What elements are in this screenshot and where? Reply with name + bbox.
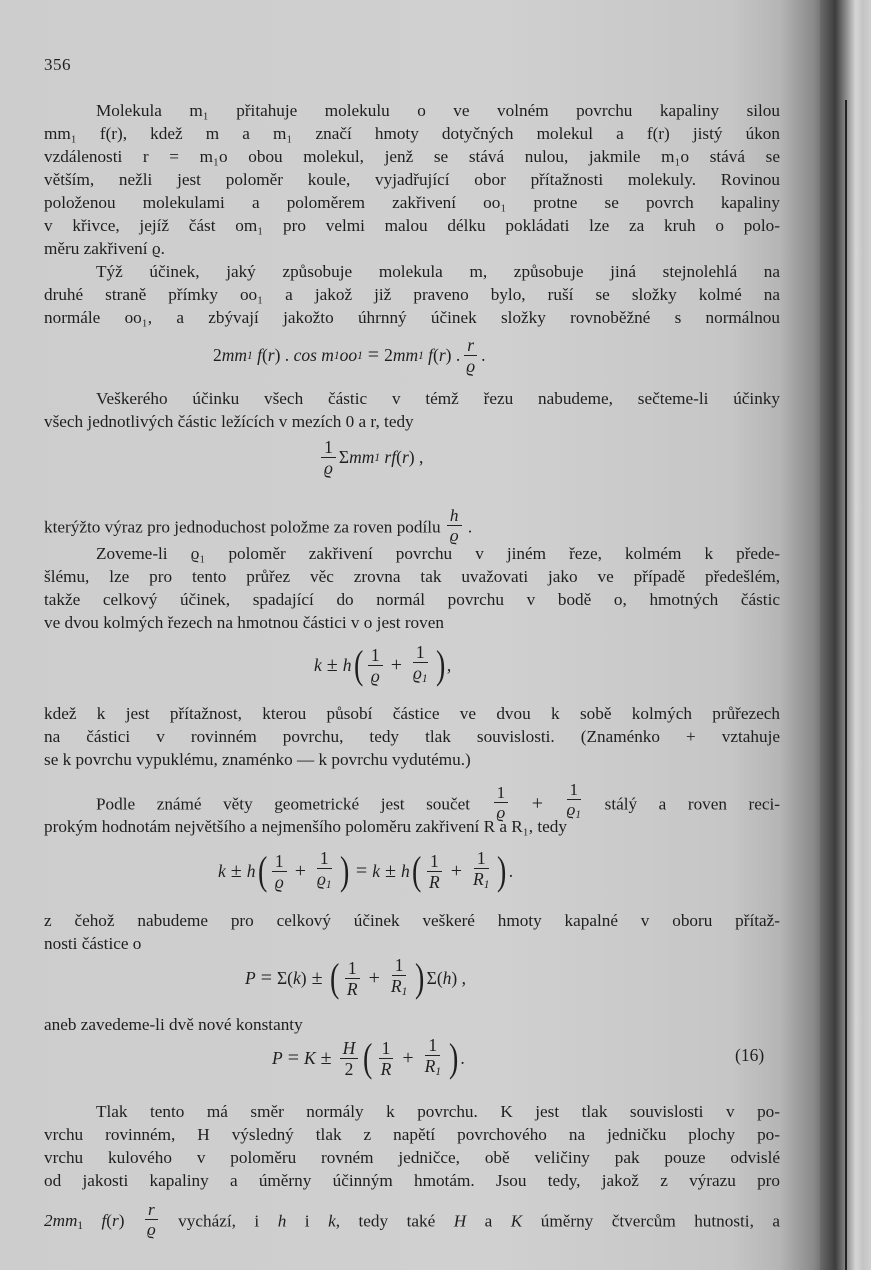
- text-line: vrchu kulového v poloměru rovném jedničce, obě veličiny pak pouze odvislé: [44, 1148, 780, 1167]
- paragraph-7-line-1: Podle známé věty geometrické jest součet $\frac{1}{ϱ}$ + $\frac{1}{ϱ_1}$ stálý a roven reci-: [96, 780, 781, 822]
- text-line: nosti částice o: [44, 934, 142, 953]
- fraction-h-over-rho: $\frac{h}{ϱ}$: [447, 506, 462, 545]
- text-line: normále oo₁, a zbývají jakožto úhrnný účinek složky rovnoběžné s normálnou: [44, 308, 780, 327]
- text-line: ve dvou kolmých řezech na hmotnou částici v o jest roven: [44, 613, 444, 632]
- text-line: Veškerého účinku všech částic v témž řezu nabudeme, sečteme-li účinky: [96, 389, 780, 408]
- text-line: Týž účinek, jaký způsobuje molekula m, způsobuje jiná stejnolehlá na: [96, 262, 780, 281]
- text-line: položenou molekulami a poloměrem zakřivení oo₁ protne se povrch kapaliny: [44, 193, 780, 212]
- equation-1: 2 mm 1 f ( r ) . cos m 1 oo 1 = 2 mm 1 f ( r ) . $\frac{r}{ϱ}$ .: [213, 335, 486, 376]
- equation-number: (16): [735, 1045, 765, 1065]
- equation-2: $\frac{1}{ϱ}$ Σ mm 1 rf ( r ) ,: [318, 437, 423, 478]
- text-line: Molekula m₁ přitahuje molekulu o ve volném povrchu kapaliny silou: [96, 101, 780, 120]
- equation-3: k ± h ( $\frac{1}{ϱ}$ + $\frac{1}{ϱ_1}$ ) ,: [314, 642, 452, 688]
- text-line: Tlak tento má směr normály k povrchu. K jest tlak souvislosti v po-: [96, 1102, 780, 1121]
- text-line: se k povrchu vypuklému, znaménko — k povrchu vydutému.): [44, 750, 471, 769]
- paragraph-10-last-line: $2mm_1$ f(r) $\frac{r}{ϱ}$ vychází, i h i k, tedy také H a K úměrny čtvercům hutnosti, a: [44, 1200, 781, 1239]
- equation-6: P = K ± $\frac{H}{2}$ ( $\frac{1}{R}$ + $\frac{1}{R_1}$ ) .: [272, 1035, 465, 1081]
- text-line: vzdálenosti r = m₁o obou molekul, jenž se stává nulou, jakmile m₁o stává se: [44, 147, 780, 166]
- text-line: mm₁ f(r), kdež m a m₁ značí hmoty dotyčných molekul a f(r) jistý úkon: [44, 124, 780, 143]
- text-line: vrchu rovinném, H výsledný tlak z napětí povrchového na jedničku plochy po-: [44, 1125, 780, 1144]
- text-line: v křivce, jejíž část om₁ pro velmi malou délku pokládati lze za kruh o polo-: [44, 216, 780, 235]
- equation-5: P = Σ ( k ) ± ( $\frac{1}{R}$ + $\frac{1}{R_1}$ ) Σ ( h ) ,: [245, 955, 466, 1001]
- page-number: 356: [44, 55, 71, 74]
- paragraph-4: kterýžto výraz pro jednoduchost položme za roven podílu $\frac{h}{ϱ}$ .: [44, 506, 473, 545]
- text-line: kterýžto výraz pro jednoduchost položme za roven podílu: [44, 517, 441, 537]
- text-line: od jakosti kapaliny a úměrny účinným hmotám. Jsou tedy, jakož z výrazu pro: [44, 1171, 780, 1190]
- text-line: na částici v rovinném povrchu, tedy tlak souvislosti. (Znaménko + vztahuje: [44, 727, 780, 746]
- text-line: všech jednotlivých částic ležících v mezích 0 a r, tedy: [44, 412, 414, 431]
- text-line: větším, nežli jest poloměr koule, vyjadřující obor přítažnosti molekuly. Rovinou: [44, 170, 780, 189]
- text-line: druhé straně přímky oo₁ a jakož již praveno bylo, ruší se složky kolmé na: [44, 285, 780, 304]
- text-line: kdež k jest přítažnost, kterou působí částice ve dvou k sobě kolmých průřezech: [44, 704, 780, 723]
- text-line: měru zakřivení ϱ.: [44, 239, 165, 258]
- text-line: z čehož nabudeme pro celkový účinek veškeré hmoty kapalné v oboru přítaž-: [44, 911, 780, 930]
- text-line: Zoveme-li ϱ₁ poloměr zakřivení povrchu v jiném řeze, kolmém k přede-: [96, 544, 780, 563]
- text-line: takže celkový účinek, spadající do normál povrchu v bodě o, hmotných částic: [44, 590, 780, 609]
- equation-4: k ± h ( $\frac{1}{ϱ}$ + $\frac{1}{ϱ_1}$ ) = k ± h ( $\frac{1}{R}$ + $\frac{1}{R_1}$ ) .: [218, 848, 514, 894]
- page-edge-line: [845, 100, 847, 1270]
- text-line: aneb zavedeme-li dvě nové konstanty: [44, 1015, 303, 1034]
- text-line: prokým hodnotám největšího a nejmenšího poloměru zakřivení R a R₁, tedy: [44, 817, 567, 836]
- text-line: šlému, lze pro tento průřez věc zrovna tak uvažovati jako ve případě předešlém,: [44, 567, 780, 586]
